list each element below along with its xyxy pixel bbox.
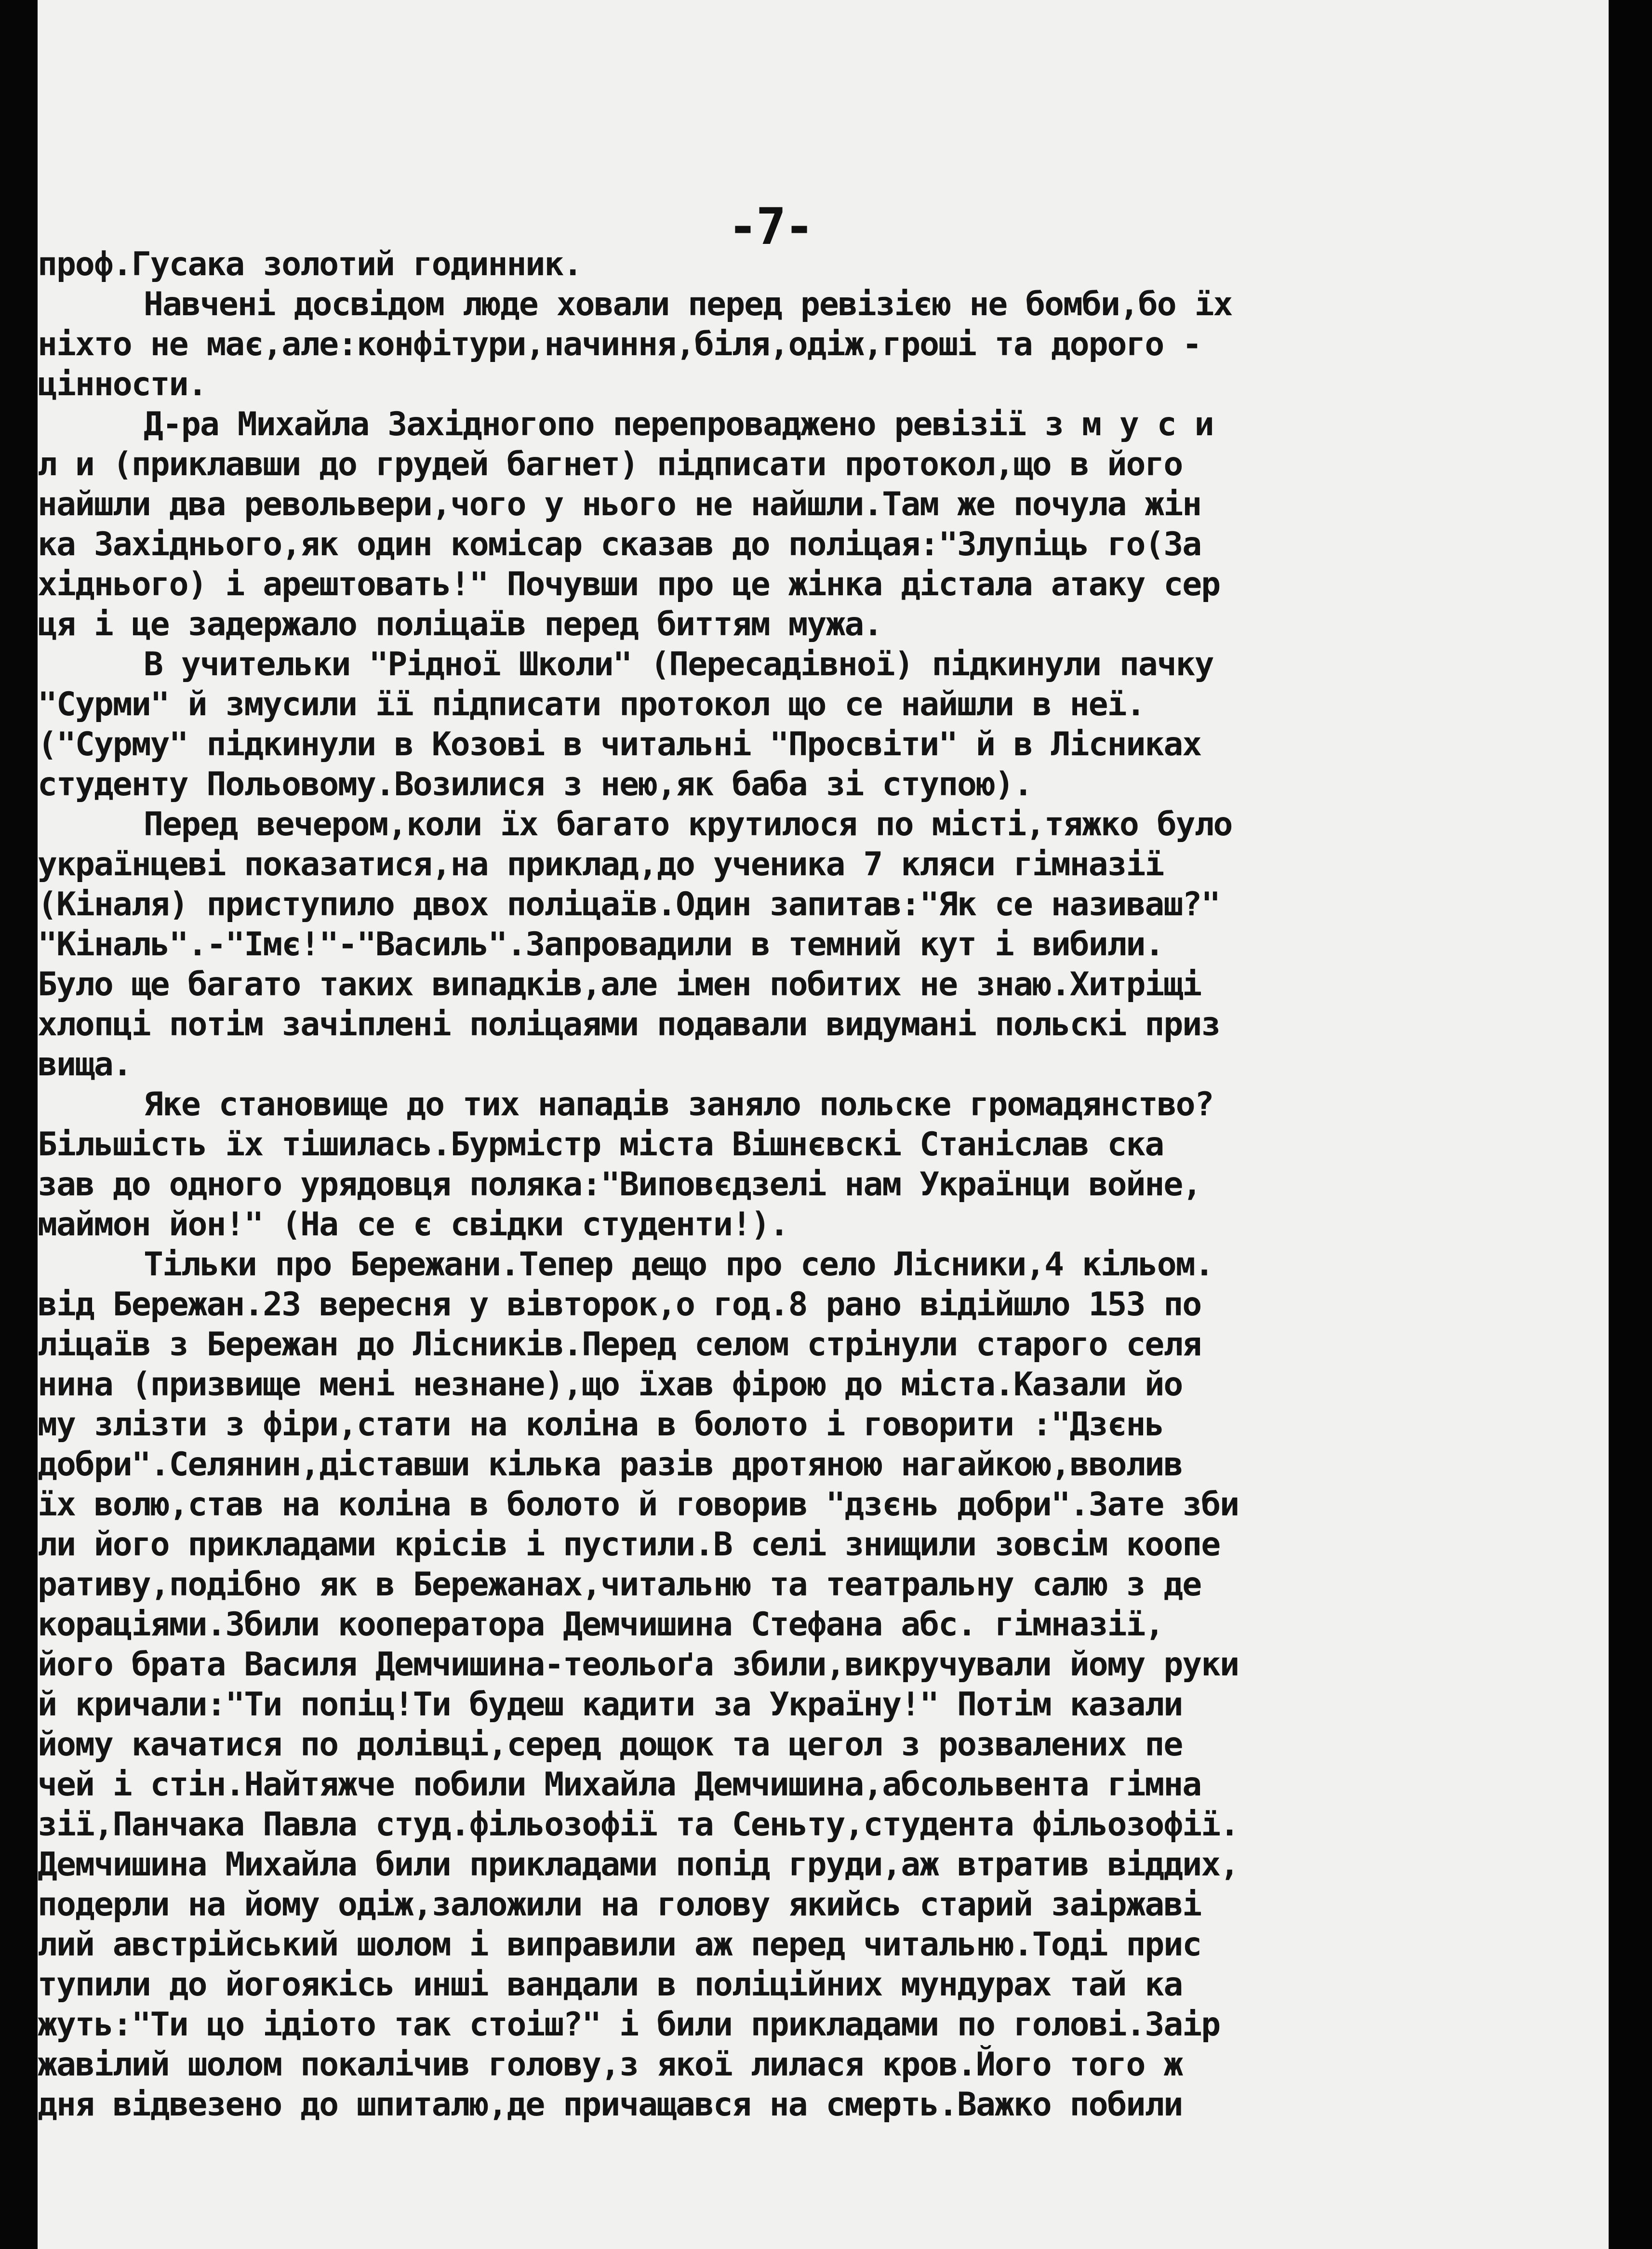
text-line: В учительки "Рідної Школи" (Пересадівної) підкинули пачку [144, 645, 1213, 683]
text-line: найшли два револьвери,чого у нього не найшли.Там же почула жін [38, 485, 1201, 523]
text-line: ця і це задержало поліцаїв перед биттям мужа. [38, 605, 882, 643]
text-line: добри".Селянин,діставши кілька разів дротяною нагайкою,вволив [38, 1446, 1183, 1484]
text-line: Навчені досвідом люде ховали перед ревізією не бомби,бо їх [144, 285, 1232, 323]
text-line: дня відвезено до шпиталю,де причащався на смерть.Важко побили [38, 2086, 1183, 2124]
right-scan-border [1609, 0, 1652, 2249]
text-line: лий австрійський шолом і виправили аж перед читальню.Тоді прис [38, 1926, 1201, 1964]
text-line: Тільки про Бережани.Тепер дещо про село Лісники,4 кільом. [144, 1245, 1213, 1284]
text-line: Демчишина Михайла били прикладами попід груди,аж втратив віддих, [38, 1846, 1239, 1884]
text-line: тупили до йогоякісь инші вандали в поліційних мундурах тай ка [38, 1966, 1183, 2004]
text-line: подерли на йому одіж,заложили на голову якийсь старий заіржаві [38, 1886, 1201, 1924]
document-page [38, 0, 1609, 2249]
text-line: "Сурми" й змусили її підписати протокол що се найшли в неї. [38, 685, 1145, 723]
text-line: (Кіналя) приступило двох поліцаїв.Один запитав:"Як се називаш?" [38, 885, 1220, 924]
text-line: йому качатися по долівці,серед дощок та цегол з розвалених пе [38, 1726, 1183, 1764]
text-line: жавілий шолом покалічив голову,з якої лилася кров.Його того ж [38, 2046, 1183, 2084]
text-line: маймон йон!" (На се є свідки студенти!). [38, 1205, 788, 1244]
text-line: від Бережан.23 вересня у вівторок,о год.8 рано відійшло 153 по [38, 1285, 1201, 1324]
text-line: зії,Панчака Павла студ.фільозофії та Сеньту,студента фільозофії. [38, 1806, 1239, 1844]
text-line: ("Сурму" підкинули в Козові в читальні "Просвіти" й в Лісниках [38, 725, 1201, 763]
text-line: Д-ра Михайла Західногопо перепроваджено ревізії з м у с и [144, 405, 1213, 443]
text-line: Більшість їх тішилась.Бурмістр міста Вішнєвскі Станіслав ска [38, 1125, 1164, 1164]
text-line: ративу,подібно як в Бережанах,читальню та театральну салю з де [38, 1566, 1201, 1604]
page-number: -7- [728, 197, 813, 256]
text-line: л и (приклавши до грудей багнет) підписати протокол,що в його [38, 445, 1183, 483]
text-line: хлопці потім зачіплені поліцаями подавали видумані польскі приз [38, 1005, 1220, 1044]
text-line: "Кіналь".-"Імє!"-"Василь".Запровадили в темний кут і вибили. [38, 925, 1164, 964]
text-line: проф.Гусака золотий годинник. [38, 245, 582, 283]
text-line: вища. [38, 1045, 132, 1084]
typewritten-text-block [38, 243, 1498, 2124]
text-line: й кричали:"Ти попіц!Ти будеш кадити за Україну!" Потім казали [38, 1686, 1183, 1724]
text-line: Яке становище до тих нападів заняло польске громадянство? [144, 1085, 1213, 1124]
text-line: їх волю,став на коліна в болото й говорив "дзєнь добри".Зате зби [38, 1486, 1239, 1524]
text-line: ли його прикладами крісів і пустили.В селі знищили зовсім коопе [38, 1526, 1220, 1564]
text-line: чей і стін.Найтяжче побили Михайла Демчишина,абсольвента гімна [38, 1766, 1201, 1804]
text-line: ніхто не має,але:конфітури,начиння,біля,одіж,гроші та дорого - [38, 325, 1201, 363]
text-line: Було ще багато таких випадків,але імен побитих не знаю.Хитріщі [38, 965, 1201, 1004]
text-line: ліцаїв з Бережан до Лісників.Перед селом стрінули старого селя [38, 1325, 1201, 1364]
text-line: українцеві показатися,на приклад,до ученика 7 кляси гімназії [38, 845, 1164, 884]
left-scan-border [0, 0, 38, 2249]
text-line: жуть:"Ти цо ідіото так стоіш?" і били прикладами по голові.Заір [38, 2006, 1220, 2044]
text-line: студенту Польовому.Возилися з нею,як баба зі ступою). [38, 765, 1032, 803]
text-line: зав до одного урядовця поляка:"Виповєдзелі нам Українци войне, [38, 1165, 1201, 1204]
text-line: цінности. [38, 365, 207, 403]
text-line: ка Західнього,як один комісар сказав до поліцая:"Злупіць го(За [38, 525, 1201, 563]
text-line: хіднього) і арештовать!" Почувши про це жінка дістала атаку сер [38, 565, 1220, 603]
text-line: нина (призвище мені незнане),що їхав фірою до міста.Казали йо [38, 1365, 1183, 1404]
text-line: Перед вечером,коли їх багато крутилося по місті,тяжко було [144, 805, 1232, 843]
text-line: му злізти з фіри,стати на коліна в болото і говорити :"Дзєнь [38, 1406, 1164, 1444]
text-line: кораціями.Збили кооператора Демчишина Стефана абс. гімназії, [38, 1606, 1164, 1644]
text-line: його брата Василя Демчишина-теольоґа збили,викручували йому руки [38, 1646, 1239, 1684]
